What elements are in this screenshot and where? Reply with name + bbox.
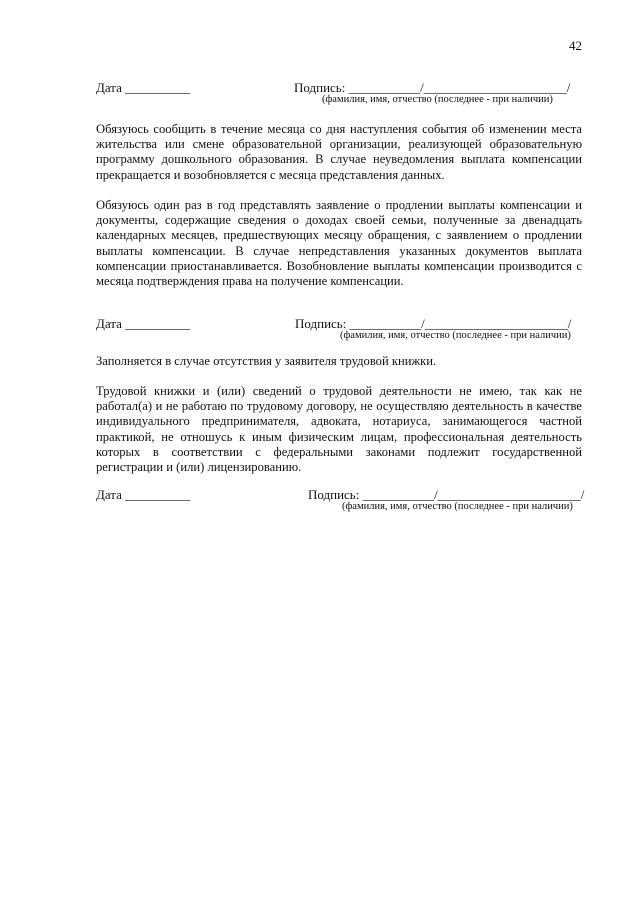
signature-field[interactable]: Подпись: ___________/______________________/ bbox=[294, 80, 571, 95]
signature-hint: (фамилия, имя, отчество (последнее - при наличии) bbox=[340, 330, 571, 341]
date-field[interactable]: Дата __________ bbox=[96, 80, 191, 95]
note-no-workbook: Заполняется в случае отсутствия у заявителя трудовой книжки. bbox=[96, 354, 437, 368]
signature-field[interactable]: Подпись: ___________/______________________/ bbox=[295, 316, 572, 331]
date-field[interactable]: Дата __________ bbox=[96, 487, 191, 502]
signature-block-2 bbox=[96, 316, 580, 346]
paragraph-no-employment: Трудовой книжки и (или) сведений о трудовой деятельности не имею, так как не работал(а) и не работаю по трудовому договору, не осуществляю деятельность в качестве индивидуального предпринимателя, адвоката, нотариуса, занимающегося частной практикой, не отношусь к иным физическим лицам, профессиональная деятельность которых в соответствии с федеральными законами подлежит государственной регистрации и (или) лицензированию. bbox=[96, 384, 582, 475]
paragraph-notify-obligation: Обязуюсь сообщить в течение месяца со дня наступления события об изменении места жительства или смене образовательной организации, реализующей образовательную программу дошкольного образования. В случае неуведомления выплата компенсации прекращается и возобновляется с месяца представления данных. bbox=[96, 122, 582, 182]
page-number: 42 bbox=[569, 38, 582, 53]
signature-block-3 bbox=[96, 487, 585, 517]
date-field[interactable]: Дата __________ bbox=[96, 316, 191, 331]
signature-block-1 bbox=[96, 80, 580, 110]
signature-hint: (фамилия, имя, отчество (последнее - при наличии) bbox=[322, 94, 553, 105]
signature-hint: (фамилия, имя, отчество (последнее - при наличии) bbox=[342, 501, 573, 512]
paragraph-annual-renewal: Обязуюсь один раз в год представлять заявление о продлении выплаты компенсации и документы, содержащие сведения о доходах своей семьи, полученные за двенадцать календарных месяцев, предшествующих месяцу обращения, с заявлением о продлении выплаты компенсации. В случае непредставления указанных документов выплата компенсации приостанавливается. Возобновление выплаты компенсации производится с месяца подтверждения права на получение компенсации. bbox=[96, 198, 582, 289]
signature-field[interactable]: Подпись: ___________/______________________/ bbox=[308, 487, 585, 502]
